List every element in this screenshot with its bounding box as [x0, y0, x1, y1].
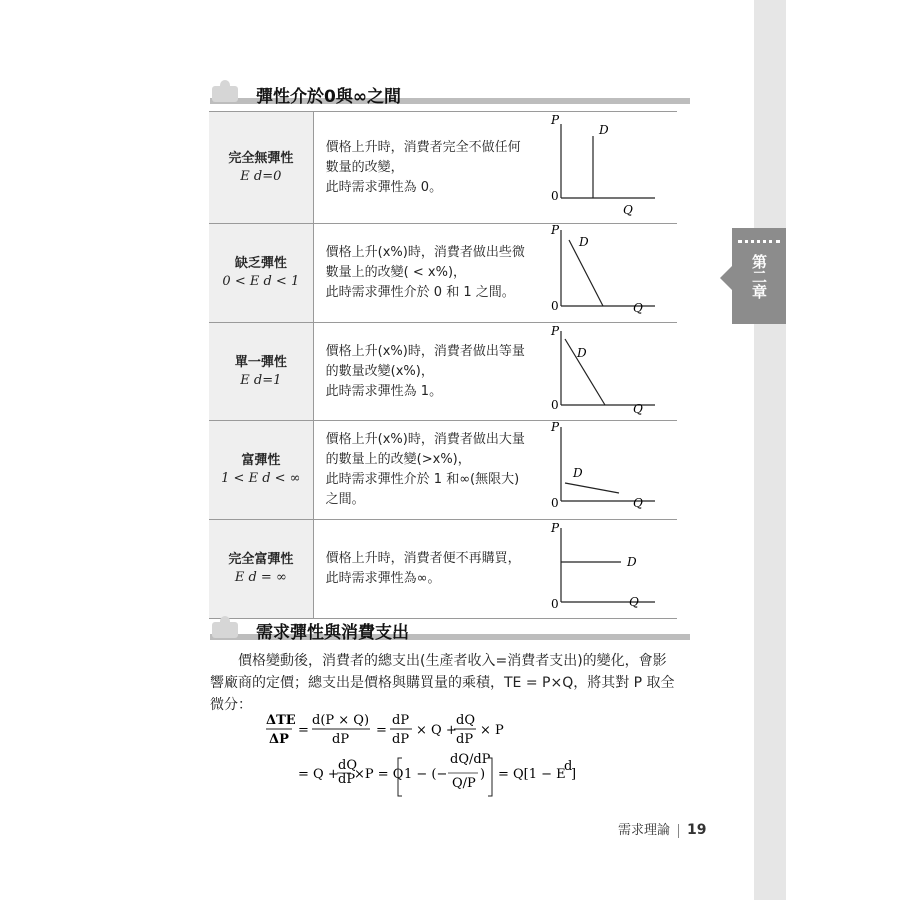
axis-label-p: P	[550, 113, 560, 127]
page-number: 19	[687, 822, 707, 838]
elasticity-name-cell	[209, 520, 313, 619]
table-row	[209, 112, 677, 224]
description-line: 的數量上的改變(>x%)，	[325, 452, 471, 467]
inelastic-graph	[547, 224, 677, 318]
formula-text: = Q[1 − E	[498, 767, 566, 782]
formula-text: dP	[392, 732, 410, 747]
elastic-graph	[547, 421, 677, 515]
table-row	[209, 224, 677, 323]
unit-elastic-graph	[547, 323, 677, 416]
description-line: 此時需求彈性為 1。	[325, 383, 443, 399]
formula-text: dP	[392, 713, 410, 728]
elasticity-table	[209, 111, 677, 619]
curve-label-d: D	[578, 235, 589, 249]
formula-text: )	[480, 767, 486, 782]
origin-label: 0	[550, 496, 559, 510]
graph-cell	[547, 112, 677, 224]
elasticity-name-cell	[209, 323, 313, 421]
curve-label-d: D	[626, 555, 637, 569]
perfectly-elastic-graph	[547, 520, 677, 614]
section-heading-elasticity-range	[210, 82, 690, 107]
description-line: 的數量改變(x%)，	[325, 363, 434, 379]
formula-text: =	[376, 723, 387, 738]
table-row	[209, 421, 677, 520]
description-line: 此時需求彈性介於 0 和 1 之間。	[325, 285, 515, 300]
axis-label-p: P	[550, 324, 560, 338]
formula-text: × P	[480, 723, 504, 738]
elasticity-name: 完全無彈性	[228, 150, 294, 166]
description-line: 此時需求彈性介於 1 和∞(無限大)	[325, 472, 520, 487]
table-row	[209, 520, 677, 619]
description-line: 此時需求彈性為 0。	[325, 179, 443, 195]
graph-cell	[547, 421, 677, 520]
formula-text: ΔP	[269, 732, 289, 747]
curve-label-d: D	[572, 466, 583, 480]
footer-section: 需求理論	[618, 823, 671, 838]
formula-text: =	[298, 723, 309, 738]
paragraph-line-1	[210, 650, 690, 672]
formula-text: dP	[338, 772, 356, 787]
curve-label-d: D	[576, 346, 587, 360]
elasticity-name: 富彈性	[241, 453, 281, 468]
description-line: 價格上升時，消費者完全不做任何	[325, 139, 521, 155]
description-cell	[313, 520, 547, 619]
formula-text: ×P = Q	[354, 767, 404, 782]
axis-label-q: Q	[632, 496, 643, 510]
perfectly-inelastic-graph	[547, 112, 677, 219]
elasticity-formula: 0 < E d < 1	[222, 274, 300, 289]
section-heading-expenditure	[210, 618, 690, 643]
axis-label-q: Q	[628, 595, 639, 609]
formula-text: dQ	[456, 713, 475, 728]
description-line: 此時需求彈性為∞。	[325, 571, 441, 586]
description-line: 價格上升時，消費者便不再購買，	[325, 551, 521, 566]
elasticity-formula: E d = ∞	[234, 570, 287, 585]
curve-label-d: D	[598, 123, 609, 137]
description-line: 數量上的改變( < x%)，	[325, 265, 467, 280]
body-paragraph	[210, 650, 690, 716]
elasticity-name: 完全富彈性	[228, 552, 294, 567]
origin-label: 0	[550, 299, 559, 313]
description-cell	[313, 224, 547, 323]
paragraph-text: 價格變動後，消費者的總支出(生產者收入=消費者支出)的變化，會影	[238, 653, 667, 669]
description-line: 價格上升(x%)時，消費者做出大量	[325, 432, 525, 447]
elasticity-formula: 1 < E d < ∞	[221, 471, 301, 486]
description-line: 價格上升(x%)時，消費者做出等量	[325, 343, 525, 359]
axis-label-p: P	[550, 521, 560, 535]
description-line: 價格上升(x%)時，消費者做出些微	[325, 245, 525, 260]
formula-text: Q/P	[452, 776, 476, 791]
formula-text: dQ/dP	[450, 752, 491, 767]
graph-cell	[547, 520, 677, 619]
formula-text: 1 − (−	[404, 767, 448, 782]
elasticity-name: 缺乏彈性	[234, 256, 287, 271]
description-cell	[313, 112, 547, 224]
description-cell	[313, 323, 547, 421]
elasticity-name: 單一彈性	[234, 354, 287, 370]
chapter-tab-label: 第二章	[750, 254, 768, 299]
axis-label-q: Q	[632, 301, 643, 315]
footer-divider	[678, 824, 679, 838]
section-title: 需求彈性與消費支出	[256, 623, 409, 643]
paragraph-line-3: 微分：	[210, 697, 252, 713]
graph-cell	[547, 224, 677, 323]
formula-text: d(P × Q)	[312, 713, 370, 728]
formula-text: = Q +	[298, 767, 339, 782]
elasticity-formula: E d=1	[240, 372, 282, 388]
section-title: 彈性介於0與∞之間	[256, 87, 401, 107]
elasticity-formula: E d=0	[240, 168, 282, 184]
elasticity-name-cell	[209, 421, 313, 520]
elasticity-name-cell	[209, 112, 313, 224]
description-line: 之間。	[325, 492, 365, 507]
origin-label: 0	[550, 597, 559, 611]
formula-text: dQ	[338, 758, 357, 773]
table-row	[209, 323, 677, 421]
description-cell	[313, 421, 547, 520]
graph-cell	[547, 323, 677, 421]
puzzle-icon	[212, 86, 238, 102]
total-expenditure-formula	[266, 712, 606, 804]
formula-text: d	[564, 759, 573, 774]
chapter-tab[interactable]	[732, 228, 786, 324]
formula-text: × Q +	[416, 723, 457, 738]
origin-label: 0	[550, 189, 559, 203]
formula-text: dP	[456, 732, 474, 747]
formula-text: ΔTE	[266, 713, 296, 728]
elasticity-name-cell	[209, 224, 313, 323]
axis-label-p: P	[550, 421, 560, 434]
formula-svg	[266, 712, 606, 800]
axis-label-p: P	[550, 224, 560, 237]
puzzle-icon	[212, 622, 238, 638]
axis-label-q: Q	[622, 203, 633, 217]
description-line: 數量的改變，	[325, 159, 404, 175]
page-footer	[618, 819, 707, 838]
page-edge-strip	[754, 0, 786, 900]
formula-text: ]	[571, 767, 577, 782]
axis-label-q: Q	[632, 402, 643, 416]
formula-text: dP	[332, 732, 350, 747]
paragraph-line-2: 響廠商的定價；總支出是價格與購買量的乘積，TE = P×Q，將其對 P 取全	[210, 675, 675, 691]
dotted-divider	[738, 240, 780, 243]
origin-label: 0	[550, 398, 559, 412]
